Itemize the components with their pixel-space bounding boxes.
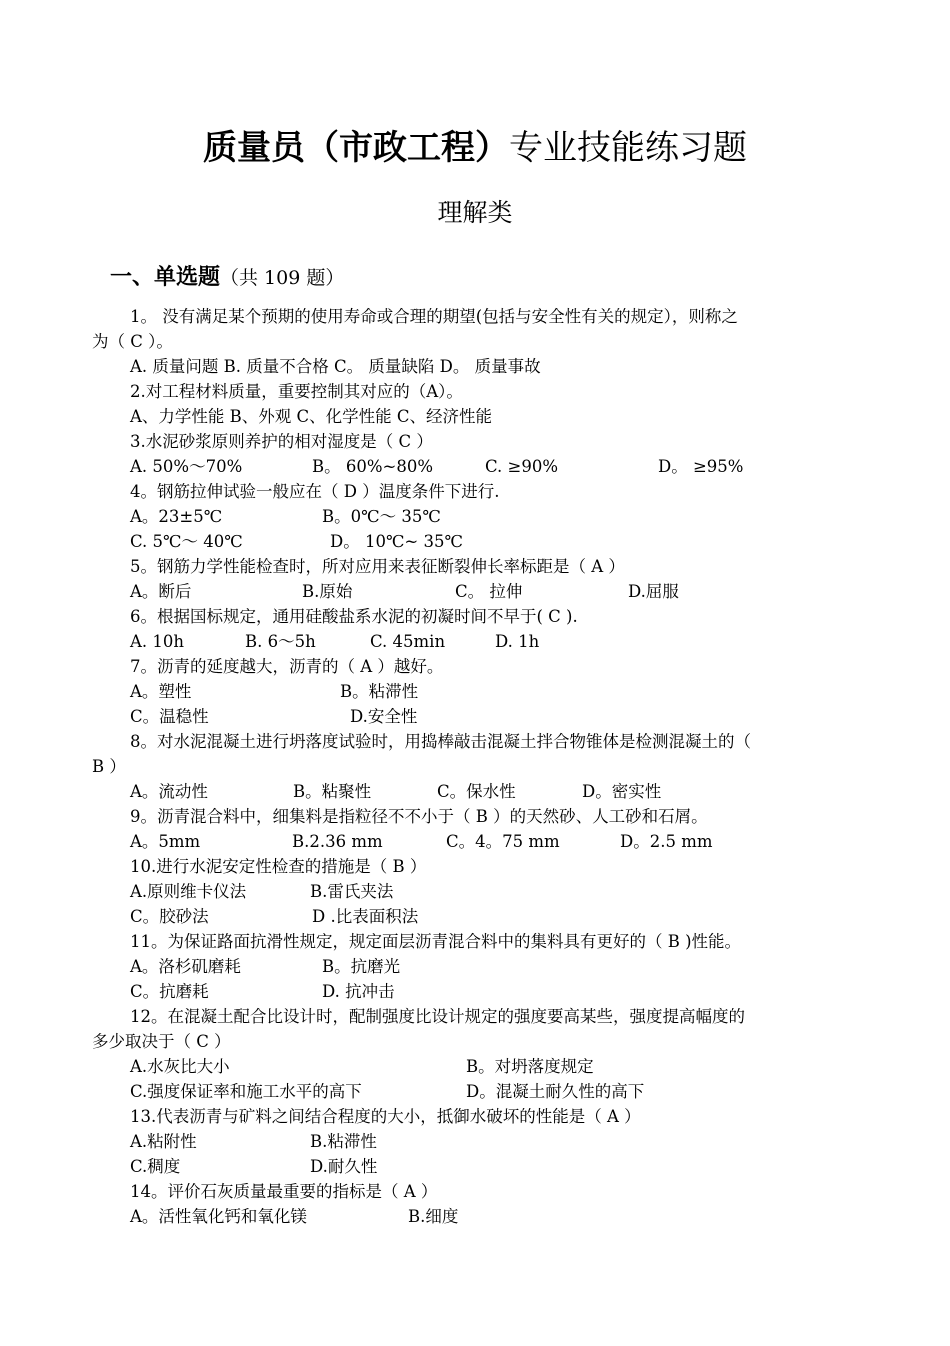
option-text: A. 50%～70% (130, 457, 243, 476)
section-title: 一、单选题 (110, 265, 221, 290)
page-subtitle: 理解类 (437, 198, 513, 227)
option-text: D. 1h (495, 632, 540, 651)
option-text: C。4。75 mm (446, 832, 560, 851)
option-text: B.细度 (408, 1207, 459, 1226)
option-text: D。2.5 mm (620, 832, 713, 851)
option-text: A。23±5℃ (130, 507, 223, 526)
option-text: C。抗磨耗 (130, 982, 209, 1001)
line-text: B ） (92, 757, 126, 776)
line-text: 3.水泥砂浆原则养护的相对湿度是（ C ） (130, 432, 433, 451)
option-text: B.雷氏夹法 (310, 882, 394, 901)
line-text: 11。为保证路面抗滑性规定，规定面层沥青混合料中的集料具有更好的（ B )性能。 (130, 932, 742, 951)
option-text: D。 ≥95% (658, 457, 744, 476)
line-text: A、力学性能 B、外观 C、化学性能 C、经济性能 (130, 407, 493, 426)
line-text: 9。沥青混合料中，细集料是指粒径不不小于（ B ）的天然砂、人工砂和石屑。 (130, 807, 708, 826)
line-text: 多少取决于（ C ） (92, 1032, 231, 1051)
option-text: C. 5℃～ 40℃ (130, 532, 243, 551)
option-text: D。密实性 (582, 782, 662, 801)
line-text: 10.进行水泥安定性检查的措施是（ B ） (130, 857, 427, 876)
option-text: B.粘滞性 (310, 1132, 377, 1151)
line-text: A. 质量问题 B. 质量不合格 C。 质量缺陷 D。 质量事故 (130, 357, 541, 376)
option-text: B.原始 (302, 582, 353, 601)
option-text: A。洛杉矶磨耗 (130, 957, 241, 976)
option-text: D。混凝土耐久性的高下 (466, 1082, 645, 1101)
option-text: B。抗磨光 (322, 957, 401, 976)
option-text: B。粘聚性 (293, 782, 372, 801)
option-text: C。胶砂法 (130, 907, 209, 926)
option-text: A。塑性 (130, 682, 192, 701)
option-text: C.强度保证率和施工水平的高下 (130, 1082, 362, 1101)
line-text: 1。 没有满足某个预期的使用寿命或合理的期望(包括与安全性有关的规定），则称之 (130, 307, 738, 326)
option-text: D.耐久性 (310, 1157, 378, 1176)
option-text: C。 拉伸 (455, 582, 523, 601)
option-text: D .比表面积法 (312, 907, 419, 926)
line-text: 4。钢筋拉伸试验一般应在（ D ）温度条件下进行. (130, 482, 500, 501)
option-text: B.2.36 mm (292, 832, 383, 851)
option-text: C. 45min (370, 632, 446, 651)
option-text: A。流动性 (130, 782, 208, 801)
option-text: C。保水性 (437, 782, 516, 801)
option-text: D.安全性 (350, 707, 418, 726)
option-text: B。 60%~80% (312, 457, 434, 476)
option-text: C。温稳性 (130, 707, 209, 726)
title-bold-part: 质量员（市政工程） (203, 128, 509, 168)
option-text: A。活性氧化钙和氧化镁 (130, 1207, 307, 1226)
line-text: 5。钢筋力学性能检查时，所对应用来表征断裂伸长率标距是（ A ） (130, 557, 625, 576)
option-text: A.原则维卡仪法 (130, 882, 247, 901)
line-text: 8。对水泥混凝土进行坍落度试验时，用捣棒敲击混凝土拌合物锥体是检测混凝土的（ (130, 732, 751, 751)
option-text: B。对坍落度规定 (466, 1057, 594, 1076)
option-text: D. 抗冲击 (322, 982, 395, 1001)
option-text: B。0℃～ 35℃ (322, 507, 441, 526)
section-count: （共 109 题） (220, 267, 345, 289)
option-text: C. ≥90% (485, 457, 559, 476)
line-text: 7。沥青的延度越大，沥青的（ A ）越好。 (130, 657, 444, 676)
line-text: 13.代表沥青与矿料之间结合程度的大小，抵御水破坏的性能是（ A ） (130, 1107, 641, 1126)
option-text: B. 6～5h (245, 632, 316, 651)
option-text: D。 10℃~ 35℃ (330, 532, 463, 551)
option-text: D.屈服 (628, 582, 679, 601)
option-text: A.粘附性 (130, 1132, 197, 1151)
line-text: 为（ C ）。 (92, 332, 173, 351)
option-text: A. 10h (130, 632, 185, 651)
line-text: 2.对工程材料质量，重要控制其对应的（A）。 (130, 382, 463, 401)
option-text: A.水灰比大小 (130, 1057, 230, 1076)
section-heading (110, 262, 344, 295)
option-text: A。5mm (130, 832, 201, 851)
option-text: C.稠度 (130, 1157, 181, 1176)
page-title (0, 126, 950, 170)
line-text: 14。评价石灰质量最重要的指标是（ A ） (130, 1182, 438, 1201)
option-text: B。粘滞性 (340, 682, 419, 701)
title-rest-part: 专业技能练习题 (509, 128, 747, 168)
line-text: 6。根据国标规定，通用硅酸盐系水泥的初凝时间不早于( C ). (130, 607, 578, 626)
option-text: A。断后 (130, 582, 192, 601)
line-text: 12。在混凝土配合比设计时，配制强度比设计规定的强度要高某些，强度提高幅度的 (130, 1007, 745, 1026)
